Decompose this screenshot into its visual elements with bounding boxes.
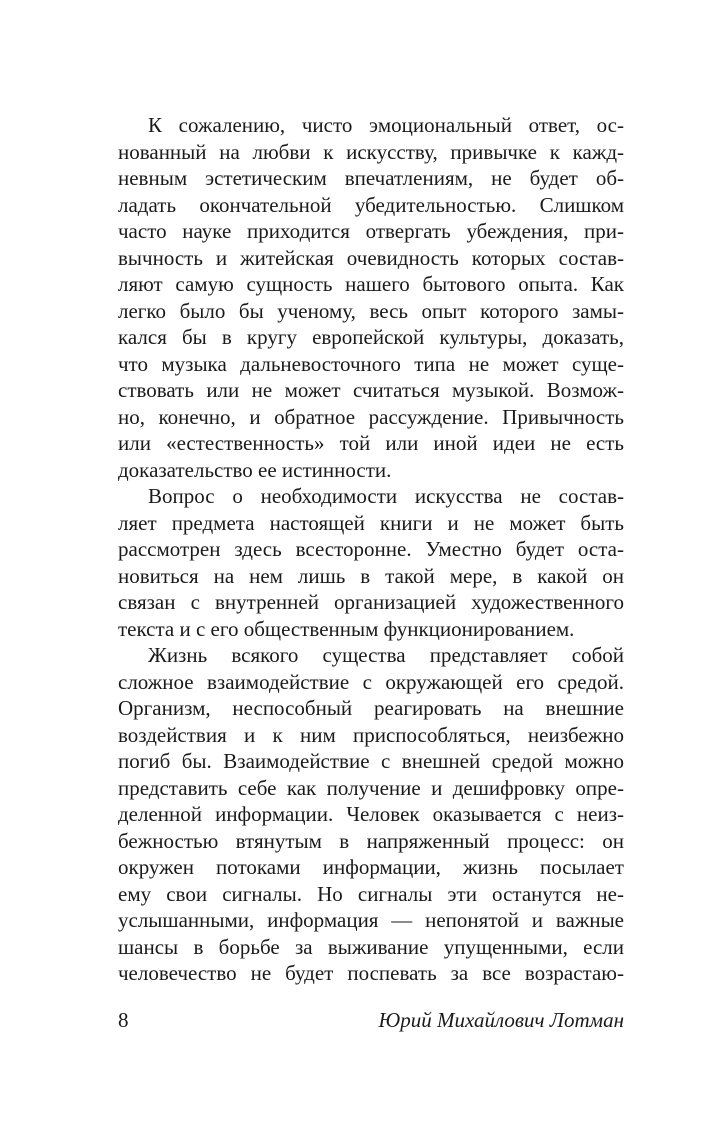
text-line: но, конечно, и обратное рассуждение. Привычность <box>118 404 624 429</box>
text-line: ляет предмета настоящей книги и не может быть <box>118 510 624 535</box>
text-line: погиб бы. Взаимодействие с внешней средой можно <box>118 749 624 773</box>
text-line: невным эстетическим впечатлениям, не будет об- <box>118 166 624 190</box>
text-line: шансы в борьбе за выживание упущенными, если <box>118 934 624 959</box>
page-number: 8 <box>118 1008 129 1032</box>
text-line: кался бы в кругу европейской культуры, доказать, <box>118 325 624 349</box>
text-line: Организм, неспособный реагировать на внешние <box>118 696 624 720</box>
text-line: Вопрос о необходимости искусства не состав- <box>148 484 624 508</box>
text-line: доказательство ее истинности. <box>118 457 392 482</box>
text-line: нованный на любви к искусству, привычке к кажд- <box>118 139 624 164</box>
text-line: ствовать или не может считаться музыкой. Возмож- <box>118 378 624 402</box>
text-line: ему свои сигналы. Но сигналы эти останутся не- <box>118 881 624 906</box>
text-line: К сожалению, чисто эмоциональный ответ, ос- <box>148 113 624 137</box>
text-line: текста и с его общественным функционированием. <box>118 616 575 641</box>
text-line: часто науке приходится отвергать убеждения, при- <box>118 219 624 243</box>
text-line: ляют самую сущность нашего бытового опыта. Как <box>118 272 624 296</box>
text-line: бежностью втянутым в напряженный процесс: он <box>118 828 624 853</box>
text-line: услышанными, информация — непонятой и важные <box>118 908 624 932</box>
text-line: новиться на нем лишь в такой мере, в какой он <box>118 563 624 588</box>
text-line: легко было бы ученому, весь опыт которого замы- <box>118 298 624 323</box>
body-text <box>118 112 624 987</box>
running-header-author: Юрий Михайлович Лотман <box>378 1008 624 1032</box>
text-line: человечество не будет поспевать за все возрастаю- <box>118 961 624 985</box>
text-line: деленной информации. Человек оказывается с неиз- <box>118 802 624 826</box>
text-line: или «естественность» той или иной идеи не есть <box>118 431 624 455</box>
text-line: сложное взаимодействие с окружающей его средой. <box>118 669 624 694</box>
page-footer <box>118 1005 624 1035</box>
text-line: представить себе как получение и дешифровку опре- <box>118 775 624 800</box>
text-line: что музыка дальневосточного типа не может суще- <box>118 351 624 376</box>
text-line: Жизнь всякого существа представляет собой <box>148 643 624 667</box>
text-line: ладать окончательной убедительностью. Слишком <box>118 192 624 217</box>
text-line: окружен потоками информации, жизнь посылает <box>118 855 624 879</box>
text-line: воздействия и к ним приспособляться, неизбежно <box>118 722 624 747</box>
text-line: вычность и житейская очевидность которых состав- <box>118 245 624 270</box>
text-line: связан с внутренней организацией художественного <box>118 590 624 614</box>
text-line: рассмотрен здесь всесторонне. Уместно будет оста- <box>118 537 624 561</box>
